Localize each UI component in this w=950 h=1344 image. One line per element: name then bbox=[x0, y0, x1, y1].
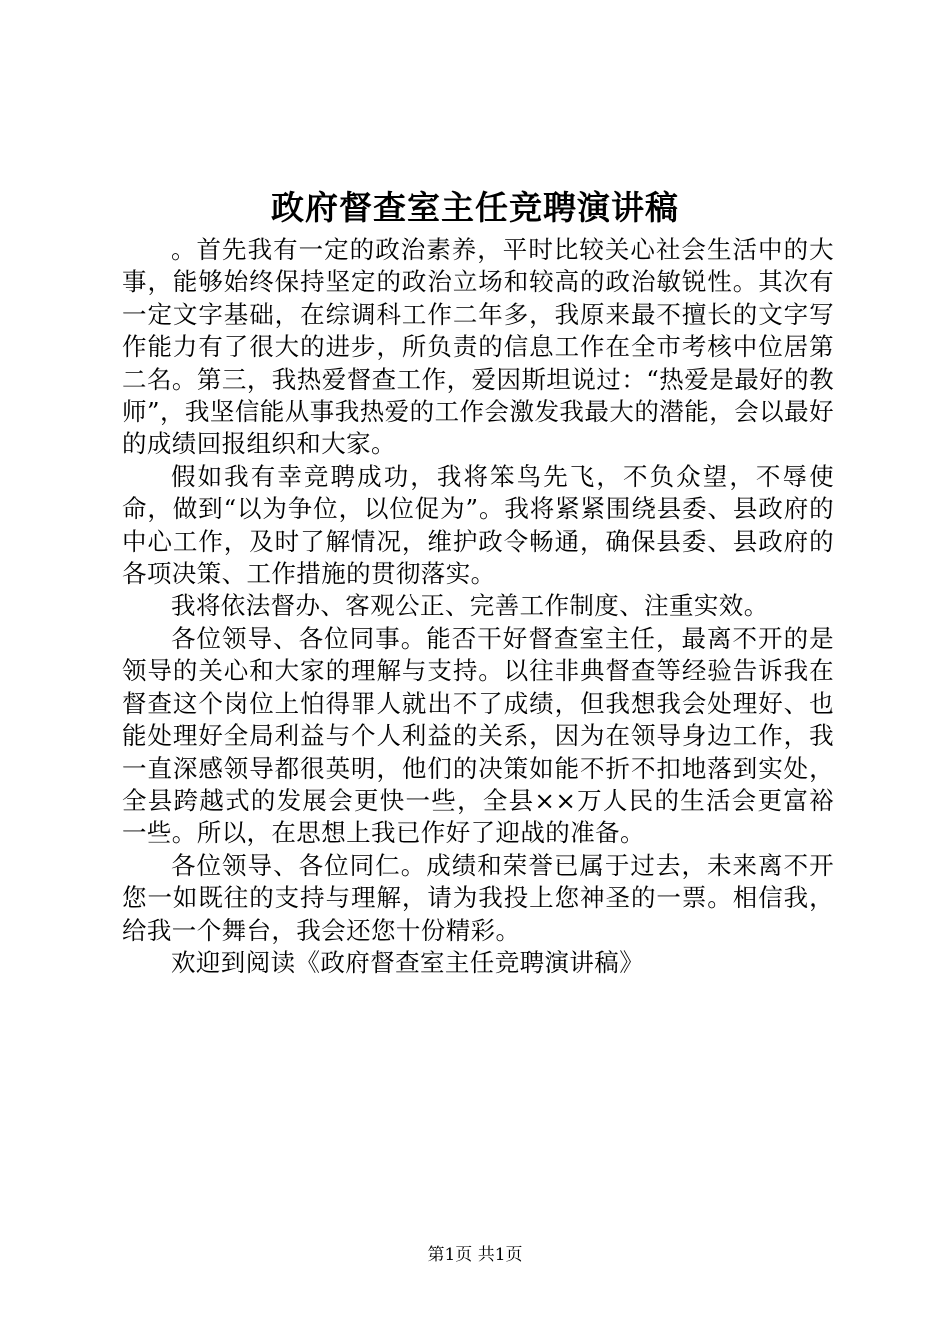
paragraph-3: 我将依法督办、客观公正、完善工作制度、注重实效。 bbox=[171, 591, 769, 621]
document-title: 政府督查室主任竞聘演讲稿 bbox=[271, 188, 679, 227]
paragraph-2: 假如我有幸竞聘成功，我将笨鸟先飞，不负众望，不辱使命，做到“以为争位，以位促为”。我将紧紧围绕县委、县政府的中心工作，及时了解情况，维护政令畅通，确保县委、县政府的各项决策、工作措施的贯彻落实。 bbox=[122, 461, 834, 589]
paragraph-1: 。首先我有一定的政治素养，平时比较关心社会生活中的大事，能够始终保持坚定的政治立场和较高的政治敏锐性。其次有一定文字基础，在综调科工作二年多，我原来最不擅长的文字写作能力有了很大的进步，所负责的信息工作在全市考核中位居第二名。第三，我热爱督查工作，爱因斯坦说过：“热爱是最好的教师”，我坚信能从事我热爱的工作会激发我最大的潜能，会以最好的成绩回报组织和大家。 bbox=[122, 235, 834, 459]
paragraph-6: 欢迎到阅读《政府督查室主任竞聘演讲稿》 bbox=[171, 947, 645, 977]
document-body bbox=[122, 234, 834, 979]
paragraph-5: 各位领导、各位同仁。成绩和荣誉已属于过去，未来离不开您一如既往的支持与理解，请为我投上您神圣的一票。相信我，给我一个舞台，我会还您十份精彩。 bbox=[122, 850, 834, 945]
page-footer: 第1页 共1页 bbox=[427, 1245, 523, 1265]
paragraph-4: 各位领导、各位同事。能否干好督查室主任，最离不开的是领导的关心和大家的理解与支持。以往非典督查等经验告诉我在督查这个岗位上怕得罪人就出不了成绩，但我想我会处理好、也能处理好全局利益与个人利益的关系，因为在领导身边工作，我一直深感领导都很英明，他们的决策如能不折不扣地落到实处，全县跨越式的发展会更快一些，全县××万人民的生活会更富裕一些。所以，在思想上我已作好了迎战的准备。 bbox=[122, 623, 834, 848]
